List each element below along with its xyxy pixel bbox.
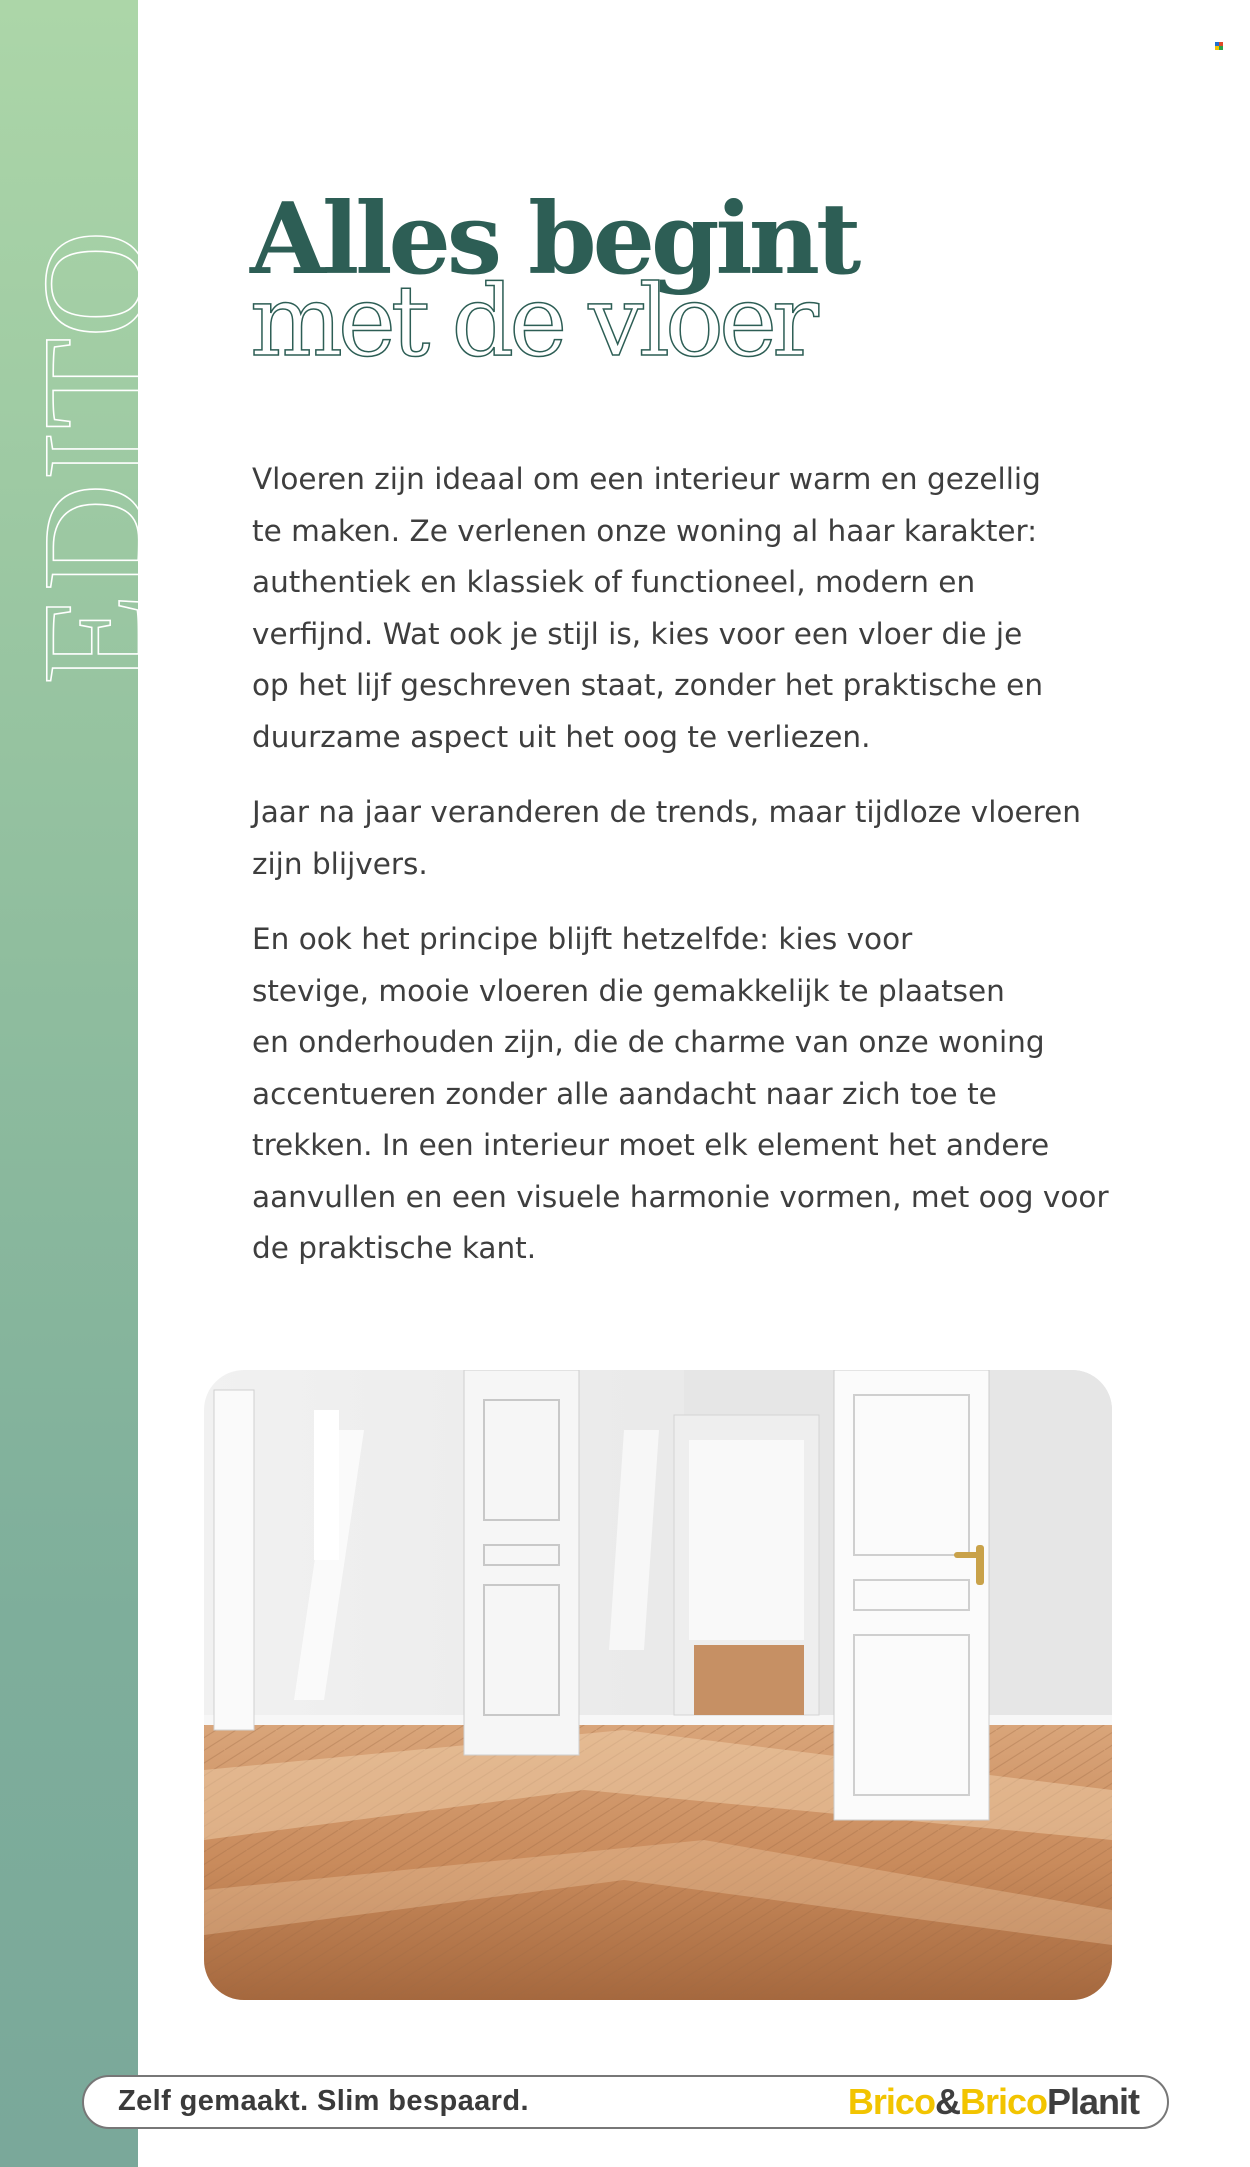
edito-label: EDITO: [12, 227, 178, 685]
title-line-1: Alles begint: [250, 182, 858, 297]
paragraph-2: Jaar na jaar veranderen de trends, maar tijdloze vloeren zijn blijvers.: [252, 795, 1081, 881]
logo-planit: Planit: [1046, 2081, 1139, 2122]
paragraph-1: Vloeren zijn ideaal om een interieur warm en gezellig te maken. Ze verlenen onze woning al haar karakter: authentiek en klassiek of functioneel, modern en verfijnd. Wat ook je stijl is, kies voor een vloer die je op het lijf geschreven staat, zonder het praktische en duurzame aspect uit het oog te verliezen.: [252, 462, 1044, 754]
page-title: [250, 182, 858, 379]
logo-brico: Brico: [847, 2081, 935, 2122]
logo-brico-2: Brico: [959, 2081, 1047, 2122]
room-photo-icon: [204, 1370, 1112, 2000]
slogan: Zelf gemaakt. Slim bespaard.: [118, 2085, 529, 2117]
brand-logo[interactable]: [848, 2081, 1139, 2123]
paragraph-3: En ook het principe blijft hetzelfde: kies voor stevige, mooie vloeren die gemakkelijk te plaatsen en onderhouden zijn, die de charme van onze woning accentueren zonder alle aandacht naar zich toe te trekken. In een interieur moet elk element het andere aanvullen en een visuele harmonie vormen, met oog voor de praktische kant.: [252, 922, 1109, 1265]
body-text: [252, 454, 1132, 1299]
logo-ampersand: &: [934, 2081, 960, 2122]
sidebar-band: [0, 0, 178, 2167]
footer-bar: [82, 2075, 1169, 2129]
room-photo: [204, 1370, 1112, 2000]
title-line-2: met de vloer: [250, 265, 814, 379]
color-mark-icon: [1215, 42, 1225, 52]
